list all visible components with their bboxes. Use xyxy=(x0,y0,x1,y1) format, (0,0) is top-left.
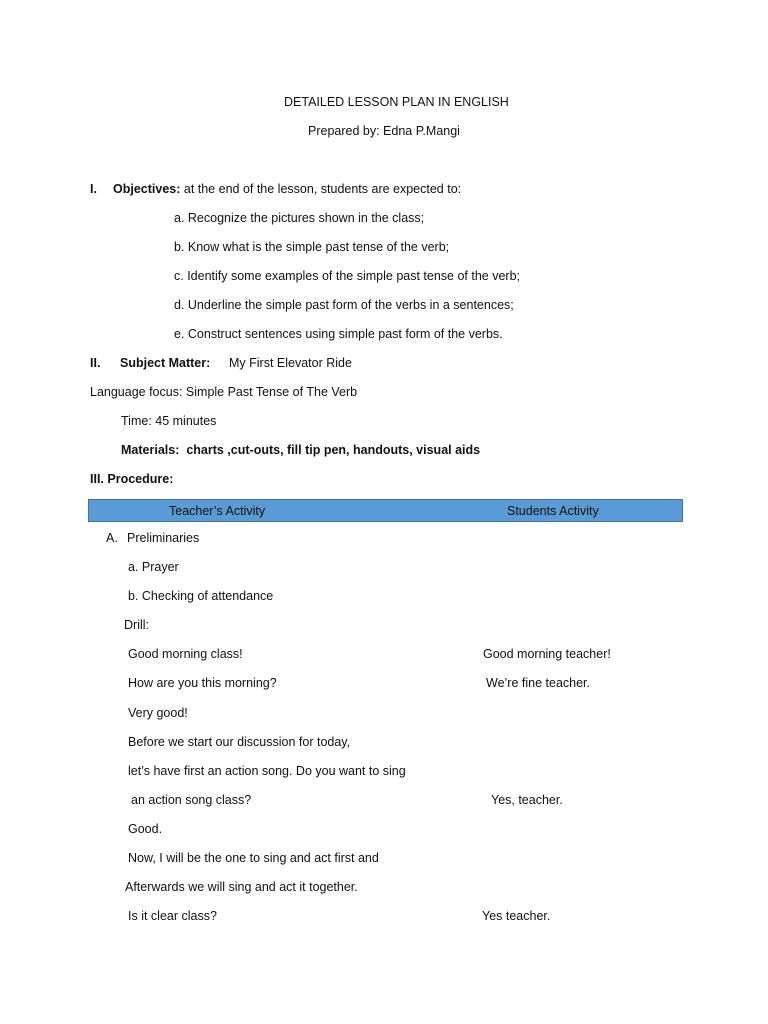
materials-label: Materials: xyxy=(121,443,180,457)
student-line: Yes, teacher. xyxy=(491,793,563,807)
prayer-item: a. Prayer xyxy=(128,560,179,574)
section-a-label: Preliminaries xyxy=(127,531,200,545)
attendance-item: b. Checking of attendance xyxy=(128,589,274,603)
objective-item-c: c. Identify some examples of the simple past tense of the verb; xyxy=(174,269,521,283)
objectives-numeral: I. xyxy=(90,182,97,196)
teacher-line: Is it clear class? xyxy=(128,909,217,923)
teacher-line: Very good! xyxy=(128,706,188,720)
time-allotment: Time: 45 minutes xyxy=(121,414,217,428)
teacher-line: How are you this morning? xyxy=(128,676,277,690)
objective-item-a: a. Recognize the pictures shown in the class; xyxy=(174,211,425,225)
teacher-line: an action song class? xyxy=(131,793,252,807)
objective-item-e: e. Construct sentences using simple past form of the verbs. xyxy=(174,327,503,341)
materials-list: charts ,cut-outs, fill tip pen, handouts, visual aids xyxy=(186,443,481,457)
objective-item-b: b. Know what is the simple past tense of the verb; xyxy=(174,240,450,254)
student-line: Yes teacher. xyxy=(482,909,551,923)
students-activity-header: Students Activity xyxy=(507,504,599,518)
student-line: We’re fine teacher. xyxy=(486,676,590,690)
objectives-label: Objectives: xyxy=(113,182,181,196)
language-focus: Language focus: Simple Past Tense of The Verb xyxy=(90,385,358,399)
drill-label: Drill: xyxy=(124,618,149,632)
subject-matter-label: Subject Matter: xyxy=(120,356,211,370)
teacher-activity-header: Teacher’s Activity xyxy=(169,504,266,518)
prepared-by: Prepared by: Edna P.Mangi xyxy=(308,124,460,138)
teacher-line: Good. xyxy=(128,822,163,836)
subject-matter-value: My First Elevator Ride xyxy=(229,356,352,370)
procedure-heading: III. Procedure: xyxy=(90,472,174,486)
objectives-heading xyxy=(113,181,461,197)
teacher-line: Before we start our discussion for today, xyxy=(128,735,351,749)
document-title: DETAILED LESSON PLAN IN ENGLISH xyxy=(284,95,509,109)
objective-item-d: d. Underline the simple past form of the verbs in a sentences; xyxy=(174,298,514,312)
student-line: Good morning teacher! xyxy=(483,647,611,661)
teacher-line: Now, I will be the one to sing and act first and xyxy=(128,851,379,865)
section-a-letter: A. xyxy=(106,531,118,545)
objectives-intro: at the end of the lesson, students are expected to: xyxy=(180,182,462,196)
activity-table-header xyxy=(88,499,683,522)
teacher-line: Afterwards we will sing and act it together. xyxy=(125,880,358,894)
teacher-line: let’s have first an action song. Do you want to sing xyxy=(128,764,406,778)
subject-matter-numeral: II. xyxy=(90,356,101,370)
materials-line xyxy=(121,442,480,458)
teacher-line: Good morning class! xyxy=(128,647,243,661)
